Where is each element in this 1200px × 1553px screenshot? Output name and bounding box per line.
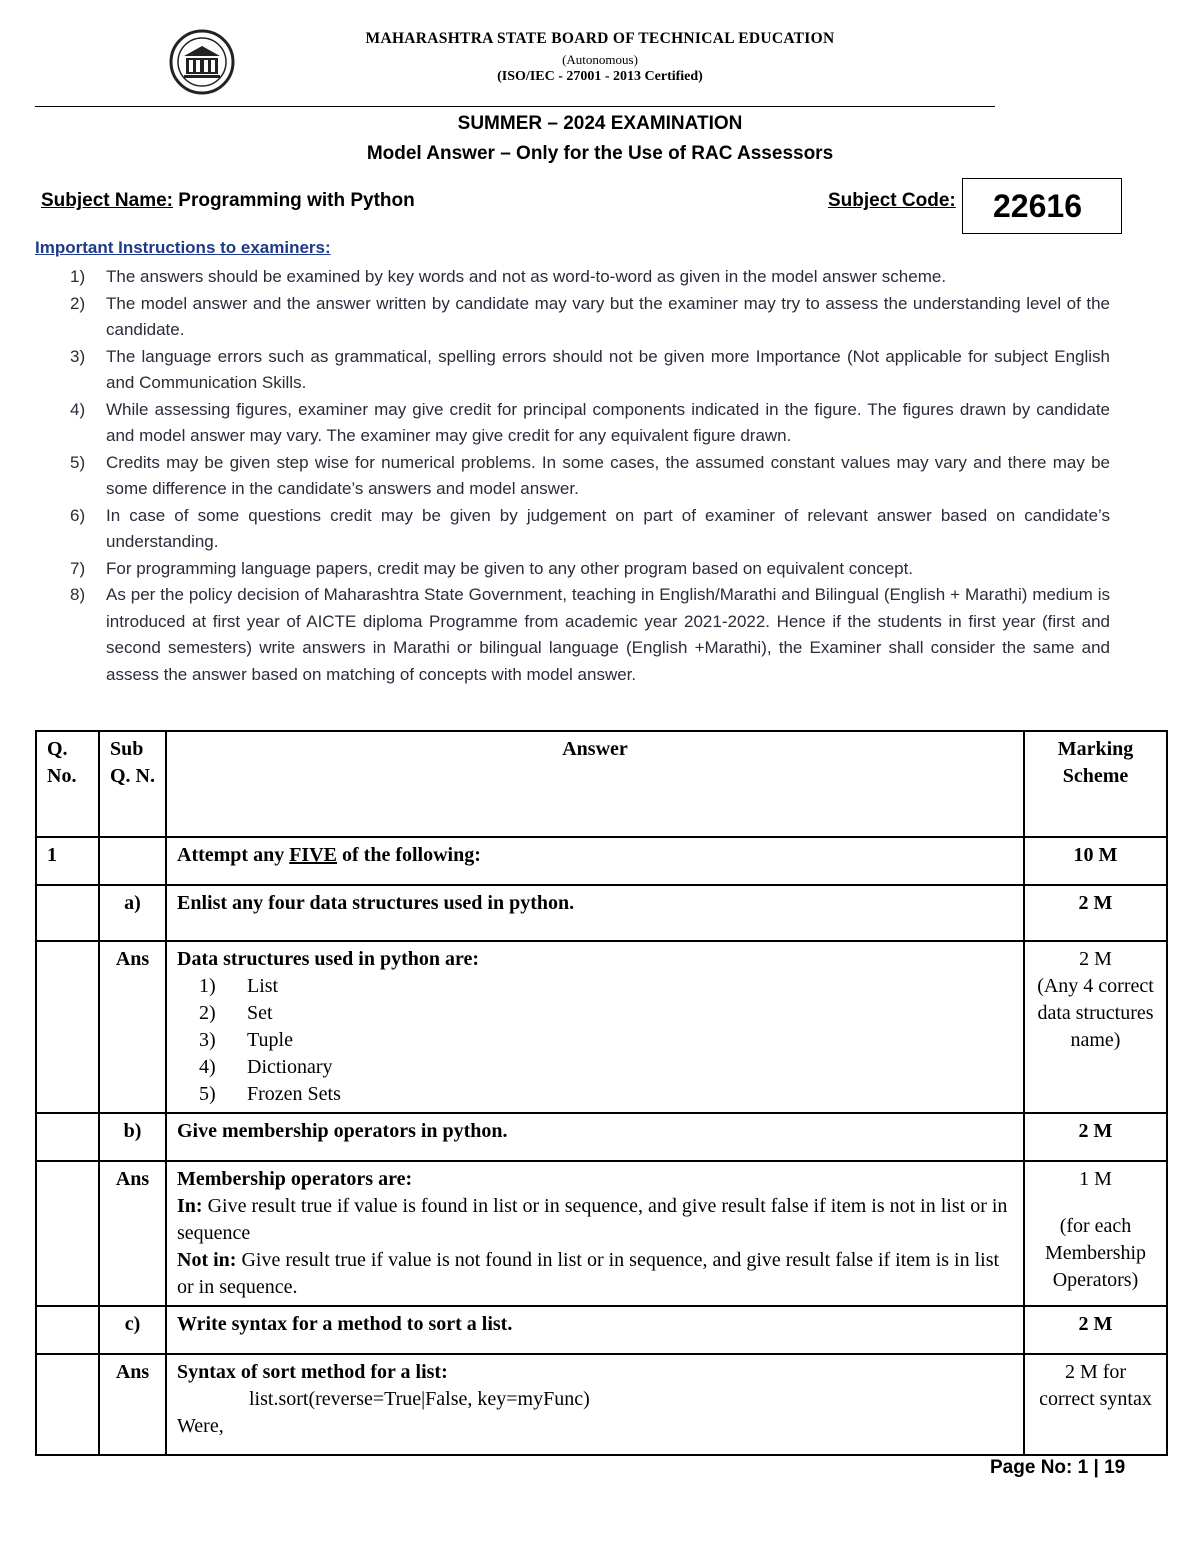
instruction-number: 3): [70, 346, 86, 366]
list-number: 1): [199, 975, 216, 997]
list-text: Tuple: [247, 1029, 293, 1051]
instruction-item: [70, 556, 1110, 583]
list-number: 5): [199, 1083, 216, 1105]
question-marks: 2 M: [1024, 1113, 1167, 1161]
subject-code-box: [962, 178, 1122, 234]
question-number: 1: [36, 837, 99, 885]
question-five: FIVE: [289, 844, 338, 866]
list-number: 3): [199, 1029, 216, 1051]
header-qno: Q. No.: [36, 731, 99, 837]
list-item: [199, 973, 1013, 1000]
answer-marks-note: (Any 4 correct data structures name): [1037, 975, 1154, 1051]
instruction-item: [70, 397, 1110, 450]
page-number: Page No: 1 | 19: [990, 1457, 1126, 1478]
table-row: [36, 1113, 1167, 1161]
question-number: [36, 941, 99, 1113]
list-text: Dictionary: [247, 1056, 333, 1078]
list-item: [199, 1054, 1013, 1081]
list-number: 2): [199, 1002, 216, 1024]
answer-title: Data structures used in python are:: [177, 948, 480, 970]
instruction-text: The language errors such as grammatical, spelling errors should not be given more Importance (Not applicable for subject English and Communication Skills.: [106, 346, 1110, 392]
answer-marks: [1024, 941, 1167, 1113]
answer-label: Ans: [99, 1161, 166, 1306]
subject-name: [41, 190, 415, 212]
header-answer: Answer: [166, 731, 1024, 837]
sub-question: a): [99, 885, 166, 941]
subject-code-label-text: Subject Code:: [828, 190, 956, 211]
instruction-number: 1): [70, 267, 86, 286]
subject-code-label: [828, 190, 956, 212]
list-item: [199, 1027, 1013, 1054]
were-text: Were,: [177, 1415, 224, 1437]
question-text: Give membership operators in python.: [166, 1113, 1024, 1161]
board-name: MAHARASHTRA STATE BOARD OF TECHNICAL EDUCATION: [365, 30, 835, 47]
question-number: [36, 1113, 99, 1161]
answer-list: [177, 973, 1013, 1108]
table-row: [36, 885, 1167, 941]
answer-marks-value: 1 M: [1079, 1168, 1112, 1190]
instruction-text: Credits may be given step wise for numerical problems. In some cases, the assumed constant values may vary and there may be some difference in the candidate’s answers and model answer.: [106, 452, 1110, 498]
sort-syntax: list.sort(reverse=True|False, key=myFunc): [249, 1388, 590, 1410]
header-marking: Marking Scheme: [1024, 731, 1167, 837]
list-text: List: [247, 975, 279, 997]
msbte-logo-icon: [168, 28, 236, 96]
answer-title: Syntax of sort method for a list:: [177, 1361, 448, 1383]
membership-not-in-label: Not in:: [177, 1249, 237, 1271]
question-number: [36, 1354, 99, 1455]
list-item: [199, 1081, 1013, 1108]
membership-in-label: In:: [177, 1195, 203, 1217]
question-number: [36, 1161, 99, 1306]
question-marks: 2 M: [1024, 1306, 1167, 1354]
board-subtitle: (Autonomous): [562, 52, 638, 67]
instruction-item: [70, 291, 1110, 344]
membership-not-in-text: Give result true if value is not found in list or in sequence, and give result false if item is in list or in sequence.: [177, 1249, 1000, 1298]
instruction-number: 7): [70, 558, 86, 578]
instruction-number: 8): [70, 585, 86, 604]
subject-name-value: Programming with Python: [178, 190, 415, 211]
instruction-text: The model answer and the answer written by candidate may vary but the examiner may try to assess the understanding level of the candidate.: [106, 293, 1110, 339]
answer-title: Membership operators are:: [177, 1168, 413, 1190]
header-subq: Sub Q. N.: [99, 731, 166, 837]
table-row: [36, 941, 1167, 1113]
question-suffix: of the following:: [342, 844, 481, 866]
question-number: [36, 885, 99, 941]
instruction-number: 6): [70, 505, 86, 525]
list-item: [199, 1000, 1013, 1027]
sub-question: c): [99, 1306, 166, 1354]
instruction-item: [70, 582, 1110, 688]
answer-body: [166, 941, 1024, 1113]
answer-marks-note: (for each Membership Operators): [1044, 1215, 1147, 1291]
table-row: [36, 1161, 1167, 1306]
table-row: [36, 837, 1167, 885]
question-text: Write syntax for a method to sort a list.: [166, 1306, 1024, 1354]
instruction-text: In case of some questions credit may be given by judgement on part of examiner of relevant answer based on candidate’s understanding.: [106, 505, 1110, 551]
exam-title: SUMMER – 2024 EXAMINATION: [457, 113, 743, 134]
list-text: Frozen Sets: [247, 1083, 341, 1105]
question-text: [166, 837, 1024, 885]
subject-code-value: 22616: [993, 188, 1082, 224]
table-row: [36, 1354, 1167, 1455]
instruction-item: [70, 503, 1110, 556]
membership-not-in: [177, 1247, 1013, 1301]
answer-label: Ans: [99, 1354, 166, 1455]
membership-in: [177, 1193, 1013, 1247]
instruction-number: 2): [70, 293, 86, 313]
table-header-row: [36, 731, 1167, 837]
question-text: Enlist any four data structures used in python.: [166, 885, 1024, 941]
instruction-number: 5): [70, 452, 86, 472]
instruction-item: [70, 264, 1110, 291]
header-divider: [35, 106, 995, 107]
instruction-item: [70, 344, 1110, 397]
board-certification: (ISO/IEC - 27001 - 2013 Certified): [497, 69, 703, 84]
question-prefix: Attempt any: [177, 844, 285, 866]
instruction-text: While assessing figures, examiner may give credit for principal components indicated in the figure. The figures drawn by candidate and model answer may vary. The examiner may give credit for any equivalent figure drawn.: [106, 399, 1110, 445]
answer-marks: 2 M for correct syntax: [1024, 1354, 1167, 1455]
question-number: [36, 1306, 99, 1354]
answer-body: [166, 1161, 1024, 1306]
instructions-title: Important Instructions to examiners:: [35, 238, 331, 257]
answer-table: [35, 730, 1168, 1456]
answer-label: Ans: [99, 941, 166, 1113]
instruction-text: For programming language papers, credit may be given to any other program based on equivalent concept.: [106, 558, 914, 578]
instruction-text: The answers should be examined by key words and not as word-to-word as given in the model answer scheme.: [106, 267, 947, 286]
subject-name-label: Subject Name:: [41, 190, 173, 211]
instructions-list: [70, 264, 1110, 688]
question-marks: 10 M: [1024, 837, 1167, 885]
model-answer-title: Model Answer – Only for the Use of RAC Assessors: [366, 143, 834, 164]
list-number: 4): [199, 1056, 216, 1078]
answer-body: [166, 1354, 1024, 1455]
answer-marks-value: 2 M: [1079, 948, 1112, 970]
sub-question: b): [99, 1113, 166, 1161]
instruction-item: [70, 450, 1110, 503]
instruction-text: As per the policy decision of Maharashtra State Government, teaching in English/Marathi and Bilingual (English + Marathi) medium is introduced at first year of AICTE diploma Programme from academic year 2021-2022. Hence if the students in first year (first and second semesters) write answers in Marathi or bilingual language (English +Marathi), the Examiner shall consider the same and assess the answer based on matching of concepts with model answer.: [106, 585, 1110, 684]
sub-question: [99, 837, 166, 885]
table-row: [36, 1306, 1167, 1354]
membership-in-text: Give result true if value is found in list or in sequence, and give result false if item is not in list or in sequence: [177, 1195, 1008, 1244]
instruction-number: 4): [70, 399, 86, 419]
answer-marks: [1024, 1161, 1167, 1306]
list-text: Set: [247, 1002, 273, 1024]
question-marks: 2 M: [1024, 885, 1167, 941]
